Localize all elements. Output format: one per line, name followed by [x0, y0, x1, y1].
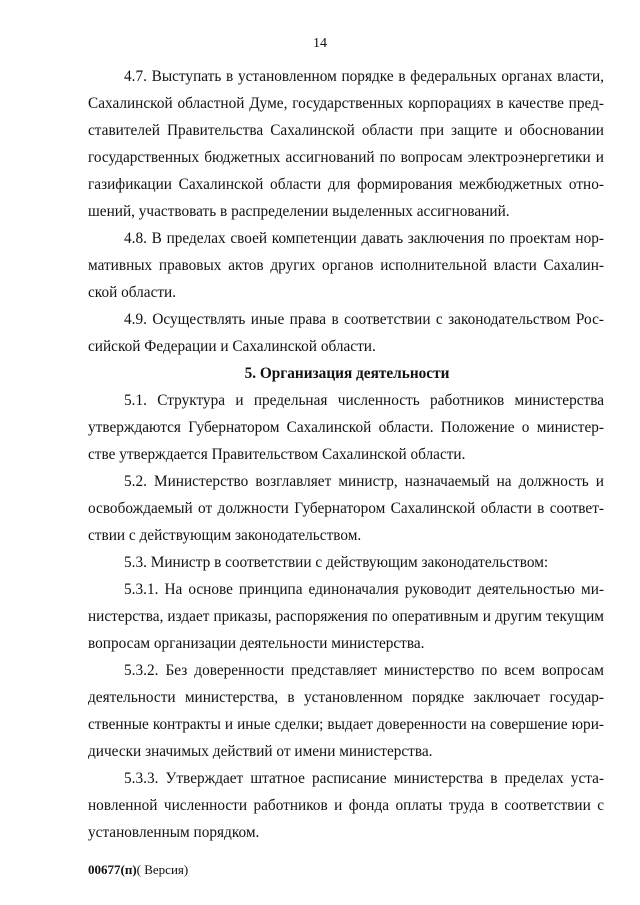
section-heading: 5. Организация деятельности — [244, 365, 450, 382]
paragraph-5-3: 5.3. Министр в соответствии с действующим законодательством: — [124, 554, 549, 571]
page-number: 14 — [313, 36, 327, 51]
paragraph-4-7: 4.7. Выступать в установленном порядке в федеральных органах власти, Сахалинской областной Думе, государственных корпорациях в качестве представителей Правительства Сахалинской области при защите и обосновании государственных бюджетных ассигнований по вопросам электроэнергетики и газификации Сахалинской области для формирования межбюджетных отношений, участвовать в распределении выделенных ассигнований. — [88, 68, 604, 220]
document-body — [88, 63, 604, 846]
paragraph-5-3-1: 5.3.1. На основе принципа единоначалия руководит деятельностью министерства, издает приказы, распоряжения по оперативным и другим текущим вопросам организации деятельности министерства. — [88, 581, 604, 652]
paragraph-4-9: 4.9. Осуществлять иные права в соответствии с законодательством Российской Федерации и Сахалинской области. — [88, 311, 604, 355]
paragraph-5-3-3: 5.3.3. Утверждает штатное расписание министерства в пределах установленной численности работников и фонда оплаты труда в соответствии с установленным порядком. — [88, 770, 604, 841]
document-footer — [88, 862, 188, 878]
document-code: 00677(п) — [88, 862, 137, 877]
paragraph-4-8: 4.8. В пределах своей компетенции давать заключения по проектам нормативных правовых актов других органов исполнительной власти Сахалинской области. — [88, 230, 604, 301]
paragraph-5-3-2: 5.3.2. Без доверенности представляет министерство по всем вопросам деятельности министерства, в установленном порядке заключает государственные контракты и иные сделки; выдает доверенности на совершение юридически значимых действий от имени министерства. — [88, 662, 604, 760]
paragraph-5-2: 5.2. Министерство возглавляет министр, назначаемый на должность и освобождаемый от должности Губернатором Сахалинской области в соответствии с действующим законодательством. — [88, 473, 604, 544]
paragraph-5-1: 5.1. Структура и предельная численность работников министерства утверждаются Губернатором Сахалинской области. Положение о министерстве утверждается Правительством Сахалинской области. — [88, 392, 604, 463]
document-version: ( Версия) — [136, 862, 189, 877]
